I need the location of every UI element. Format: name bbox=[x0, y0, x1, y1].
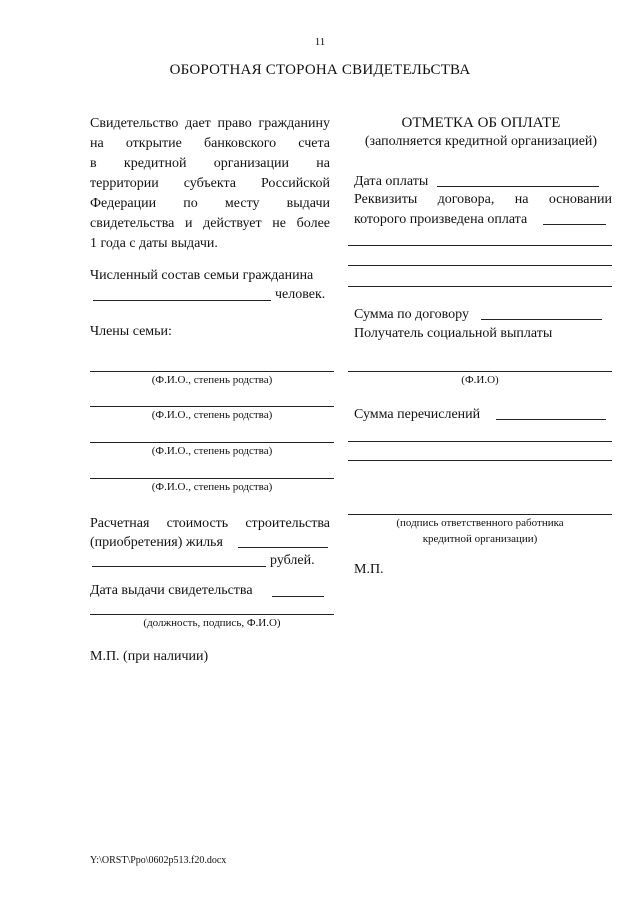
bank-signature-caption-1: (подпись ответственного работника bbox=[396, 517, 564, 529]
family-count-label: Численный состав семьи гражданина bbox=[90, 268, 314, 283]
member-field-4[interactable] bbox=[90, 478, 334, 479]
page-title: ОБОРОТНАЯ СТОРОНА СВИДЕТЕЛЬСТВА bbox=[169, 62, 471, 78]
cost-line-2: (приобретения) жилья bbox=[90, 535, 223, 550]
left-stamp: М.П. (при наличии) bbox=[90, 649, 209, 664]
member-field-3[interactable] bbox=[90, 442, 334, 443]
contract-sum-label: Сумма по договору bbox=[354, 307, 469, 322]
intro-line-6: свидетельства и действует не более bbox=[90, 216, 330, 231]
cost-field-a[interactable] bbox=[238, 547, 328, 548]
member-field-1[interactable] bbox=[90, 371, 334, 372]
contract-details-line-b[interactable] bbox=[348, 265, 612, 266]
family-count-field[interactable] bbox=[93, 300, 271, 301]
member-caption-4: (Ф.И.О., степень родства) bbox=[151, 481, 273, 493]
footer-file-path: Y:\ORST\Ppo\0602p513.f20.docx bbox=[90, 855, 227, 866]
member-caption-1: (Ф.И.О., степень родства) bbox=[151, 374, 273, 386]
contract-details-line-c[interactable] bbox=[348, 286, 612, 287]
right-stamp: М.П. bbox=[354, 562, 384, 577]
cost-suffix: рублей. bbox=[270, 553, 315, 568]
payment-heading: ОТМЕТКА ОБ ОПЛАТЕ bbox=[401, 115, 561, 131]
transfer-line-a[interactable] bbox=[348, 441, 612, 442]
family-members-label: Члены семьи: bbox=[90, 324, 172, 339]
contract-details-field[interactable] bbox=[543, 224, 606, 225]
transfer-line-b[interactable] bbox=[348, 460, 612, 461]
intro-line-2: на открытие банковского счета bbox=[90, 136, 330, 151]
issue-date-field[interactable] bbox=[272, 596, 324, 597]
intro-line-3: в кредитной организации на bbox=[90, 156, 330, 171]
cost-field-b[interactable] bbox=[92, 566, 266, 567]
bank-signature-field[interactable] bbox=[348, 514, 612, 515]
contract-sum-field[interactable] bbox=[481, 319, 602, 320]
official-caption: (должность, подпись, Ф.И.О) bbox=[143, 617, 281, 629]
member-caption-2: (Ф.И.О., степень родства) bbox=[151, 409, 273, 421]
member-caption-3: (Ф.И.О., степень родства) bbox=[151, 445, 273, 457]
recipient-field[interactable] bbox=[348, 371, 612, 372]
payment-subheading: (заполняется кредитной организацией) bbox=[364, 134, 598, 149]
transfer-sum-field[interactable] bbox=[496, 419, 606, 420]
contract-details-line-a[interactable] bbox=[348, 245, 612, 246]
cost-line-1: Расчетная стоимость строительства bbox=[90, 516, 330, 531]
intro-line-7: 1 года с даты выдачи. bbox=[90, 236, 218, 251]
bank-signature-caption-2: кредитной организации) bbox=[422, 533, 538, 545]
intro-line-1: Свидетельство дает право гражданину bbox=[90, 116, 330, 131]
page-number: 11 bbox=[314, 36, 326, 48]
payment-date-field[interactable] bbox=[437, 186, 599, 187]
member-field-2[interactable] bbox=[90, 406, 334, 407]
issue-date-label: Дата выдачи свидетельства bbox=[90, 583, 253, 598]
transfer-sum-label: Сумма перечислений bbox=[354, 407, 481, 422]
intro-line-4: территории субъекта Российской bbox=[90, 176, 330, 191]
family-count-suffix: человек. bbox=[275, 287, 326, 302]
recipient-label: Получатель социальной выплаты bbox=[354, 326, 553, 341]
payment-date-label: Дата оплаты bbox=[354, 174, 429, 189]
contract-details-line-1: Реквизиты договора, на основании bbox=[354, 192, 612, 207]
contract-details-line-2: которого произведена оплата bbox=[354, 212, 528, 227]
intro-line-5: Федерации по месту выдачи bbox=[90, 196, 330, 211]
official-signature-field[interactable] bbox=[90, 614, 334, 615]
recipient-caption: (Ф.И.О) bbox=[461, 374, 499, 386]
